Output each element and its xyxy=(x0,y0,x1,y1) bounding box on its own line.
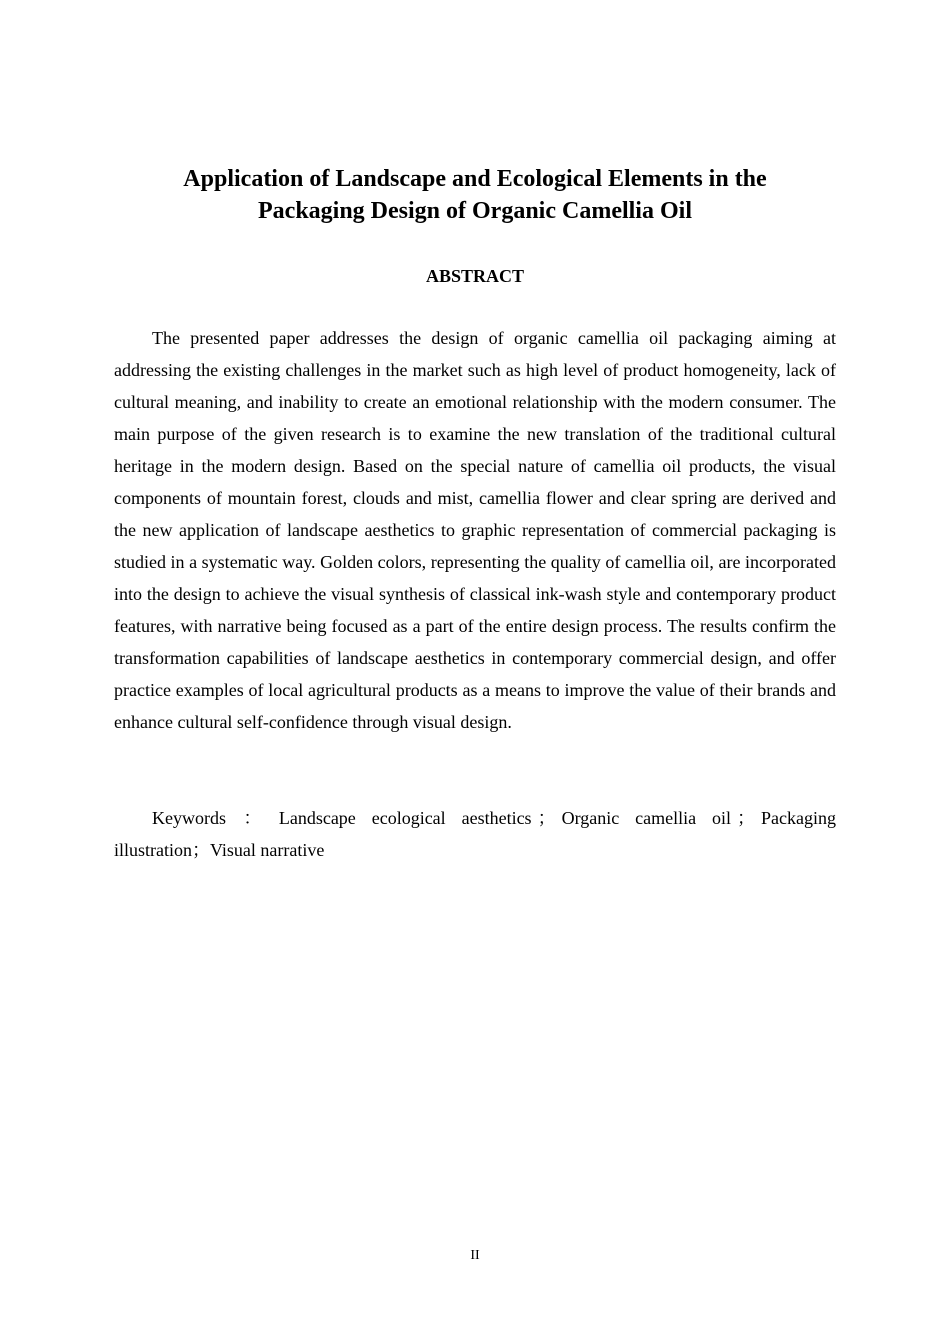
keyword-item: Visual narrative xyxy=(210,840,325,860)
abstract-heading: ABSTRACT xyxy=(425,266,525,286)
keyword-separator: ； xyxy=(737,808,756,828)
page-number: II xyxy=(470,1248,480,1263)
paper-title-line-1: Application of Landscape and Ecological Elements in the xyxy=(183,166,767,192)
keywords-paragraph xyxy=(114,802,836,866)
keyword-item: Organic camellia oil xyxy=(561,808,732,828)
abstract-body: The presented paper addresses the design of organic camellia oil packaging aiming at addressing the existing challenges in the market such as high level of product homogeneity, lack of cultural meaning, and inability to create an emotional relationship with the modern consumer. The main purpose of the given research is to examine the new translation of the traditional cultural heritage in the modern design. Based on the special nature of camellia oil products, the visual components of mountain forest, clouds and mist, camellia flower and clear spring are derived and the new application of landscape aesthetics to graphic representation of commercial packaging is studied in a systematic way. Golden colors, representing the quality of camellia oil, are incorporated into the design to achieve the visual synthesis of classical ink-wash style and contemporary product features, with narrative being focused as a part of the entire design process. The results confirm the transformation capabilities of landscape aesthetics in contemporary commercial design, and offer practice examples of local agricultural products as a means to improve the value of their brands and enhance cultural self-confidence through visual design. xyxy=(114,328,836,732)
paper-title-line-2: Packaging Design of Organic Camellia Oil xyxy=(258,198,692,224)
keyword-item: Packaging illustration xyxy=(114,808,837,860)
keyword-separator: ； xyxy=(537,808,556,828)
keyword-separator: ； xyxy=(192,840,210,860)
keywords-label: Keywords xyxy=(152,808,226,828)
keyword-item: Landscape ecological aesthetics xyxy=(278,808,532,828)
keywords-label-separator: ： xyxy=(232,808,273,828)
paper-title xyxy=(114,163,836,227)
